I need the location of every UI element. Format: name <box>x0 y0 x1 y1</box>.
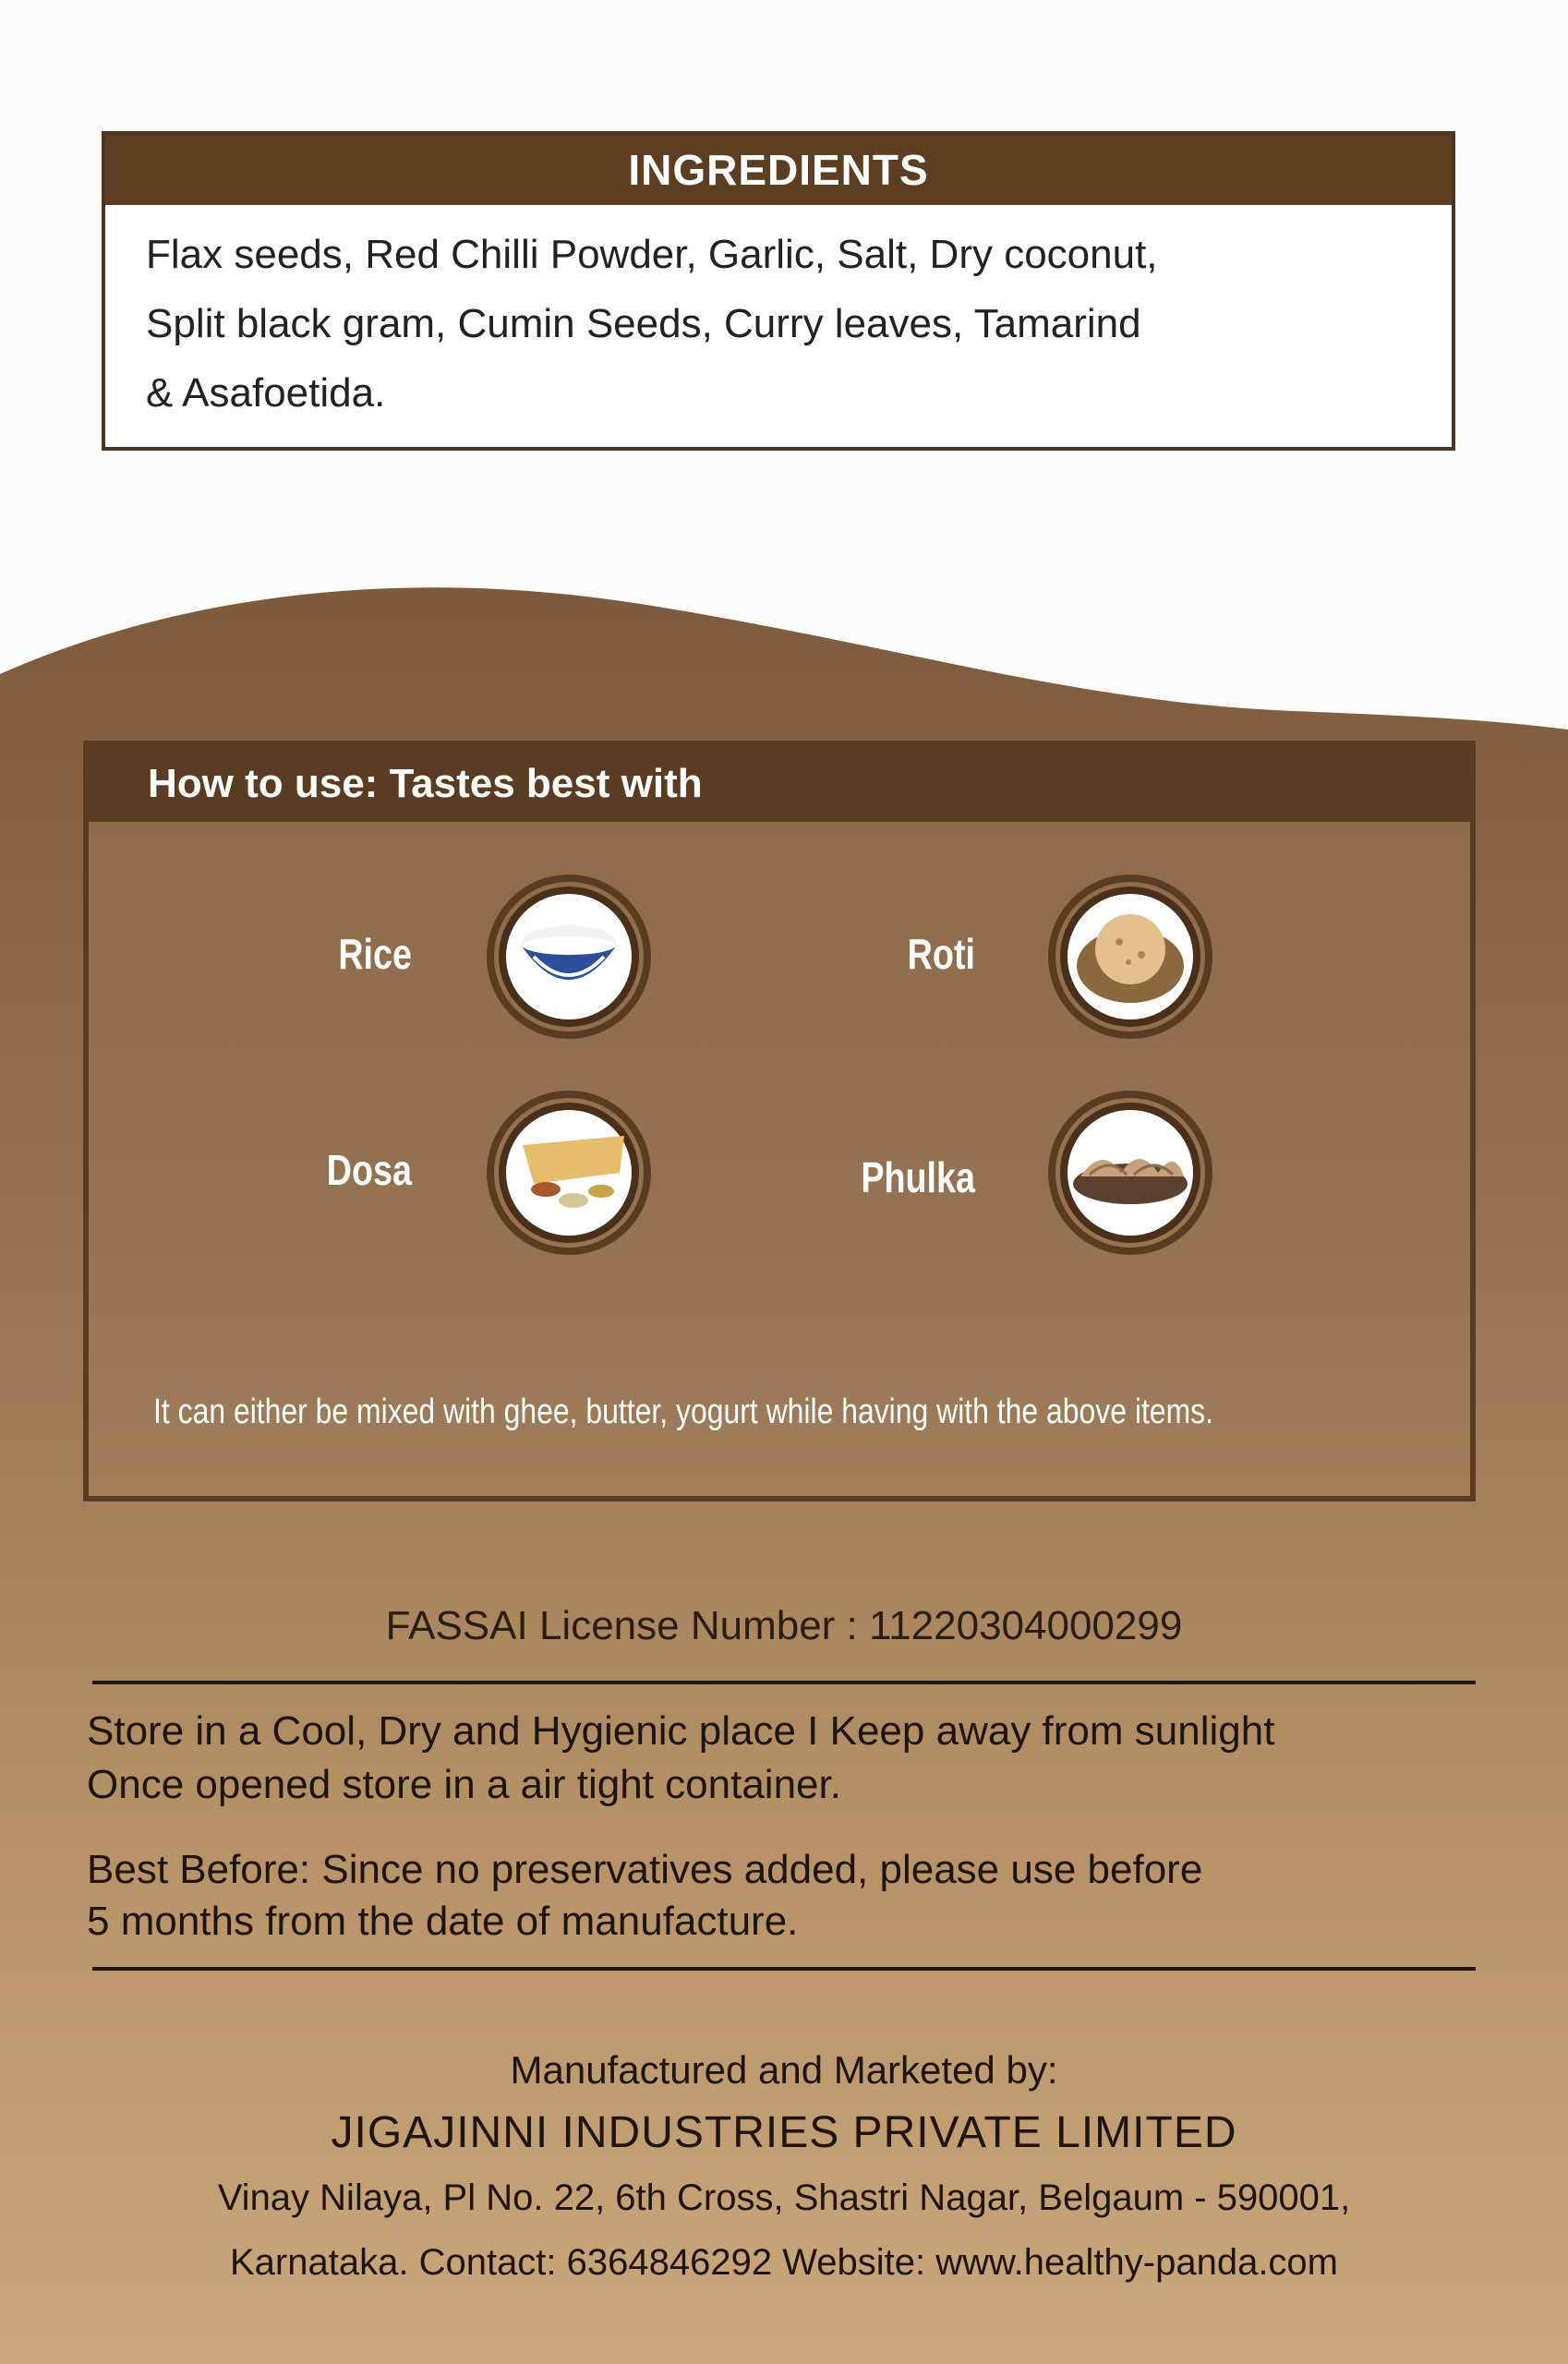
ingredients-line: & Asafoetida. <box>146 370 386 416</box>
usage-note: It can either be mixed with ghee, butter, yogurt while having with the above items. <box>153 1393 1213 1431</box>
how-to-use-header <box>89 746 1470 822</box>
ingredients-line: Split black gram, Cumin Seeds, Curry leaves, Tamarind <box>146 301 1141 346</box>
manufacturer-contact: Karnataka. Contact: 6364846292 Website: www.healthy-panda.com <box>230 2242 1338 2283</box>
license-number: FASSAI License Number : 11220304000299 <box>385 1603 1183 1648</box>
best-before-line: Best Before: Since no preservatives added, please use before <box>87 1847 1203 1892</box>
manufacturer-label: Manufactured and Marketed by: <box>510 2048 1058 2092</box>
phulka-plate-icon <box>1019 1080 1241 1265</box>
rice-bowl-icon <box>458 864 680 1049</box>
food-label: Roti <box>907 930 975 978</box>
storage-line: Store in a Cool, Dry and Hygienic place I Keep away from sunlight <box>87 1708 1275 1754</box>
storage-line: Once opened store in a air tight container. <box>87 1762 841 1807</box>
food-label: Dosa <box>326 1146 412 1194</box>
manufacturer-name: JIGAJINNI INDUSTRIES PRIVATE LIMITED <box>331 2108 1237 2157</box>
ingredients-header <box>105 135 1452 205</box>
roti-plate-icon <box>1019 864 1241 1049</box>
ingredients-title: INGREDIENTS <box>628 146 929 194</box>
divider <box>92 1681 1476 1684</box>
dosa-plate-icon <box>458 1080 680 1265</box>
ingredients-box <box>102 131 1455 451</box>
how-to-use-title: How to use: Tastes best with <box>148 761 703 806</box>
ingredients-list <box>105 205 1452 428</box>
ingredients-line: Flax seeds, Red Chilli Powder, Garlic, Salt, Dry coconut, <box>146 232 1158 277</box>
how-to-use-panel <box>83 741 1476 1502</box>
manufacturer-address: Vinay Nilaya, Pl No. 22, 6th Cross, Shastri Nagar, Belgaum - 590001, <box>217 2177 1351 2218</box>
divider <box>92 1967 1476 1971</box>
food-label: Rice <box>338 930 412 978</box>
best-before-line: 5 months from the date of manufacture. <box>87 1899 799 1944</box>
food-label: Phulka <box>861 1153 975 1201</box>
